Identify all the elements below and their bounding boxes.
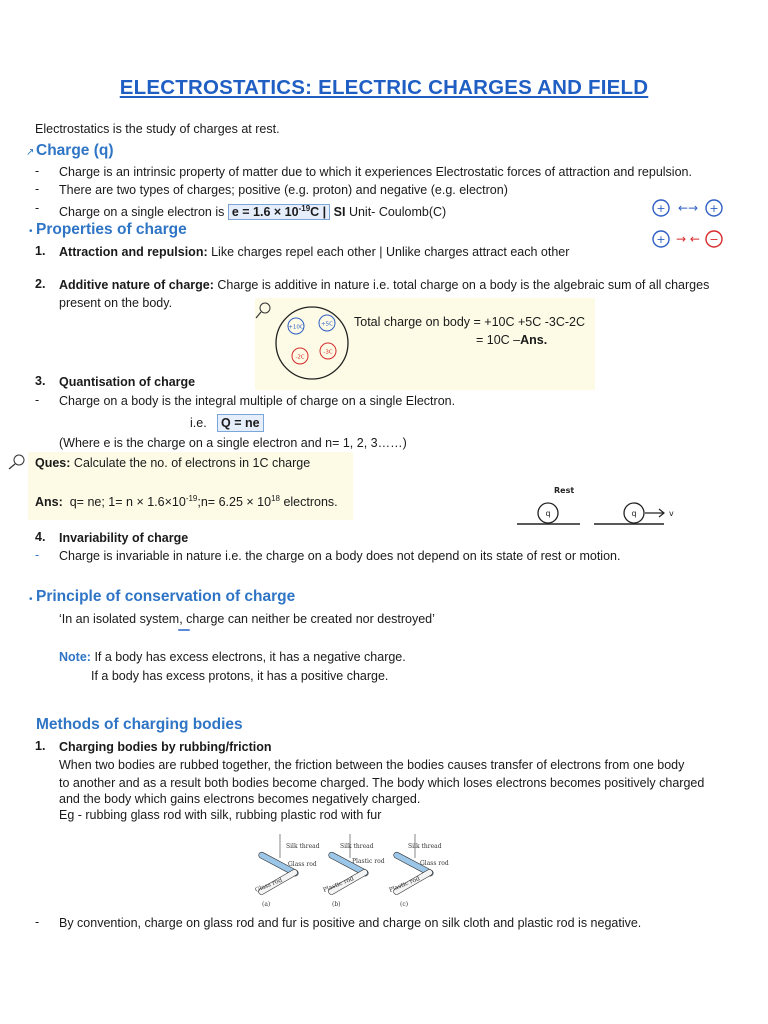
charge-interaction-icons [648,196,728,256]
question-text: Calculate the no. of electrons in 1C charge [73,456,311,470]
answer-part-a: q= ne; 1= n × 1.6×10 [69,495,186,510]
charge-bullet-1: Charge is an intrinsic property of matter due to which it experiences Electrostatic forces of attraction and repulsion. [59,165,692,179]
underline-mark [178,629,190,631]
ie-label: i.e. [190,416,207,430]
charged-body-diagram [252,298,372,388]
attraction-icon [653,231,722,247]
answer-exponent-1: -19 [185,494,198,503]
rest-charge-label: q [545,509,551,518]
item-number: 2. [35,277,46,291]
bullet-marker: • [29,226,33,237]
figure-c-caption: (c) [400,901,409,908]
note-label: Note: [59,650,91,664]
charge-bullet-3 [59,201,446,220]
method-1-line-1: When two bodies are rubbed together, the friction between the bodies causes transfer of electrons from one body [59,758,685,772]
formula-unit: C [310,205,320,220]
property-3-title: Quantisation of charge [59,375,196,389]
dash-bullet: - [35,164,40,178]
answer-label: Ans. [520,333,548,347]
figure-a-caption: (a) [262,901,271,908]
method-1-line-3: and the body which gains electrons becomes negatively charged. [59,792,421,806]
heading-properties: Properties of charge [36,221,187,238]
svg-text:→ ←: → ← [676,232,700,246]
figure-a-hand-rod-label: Glass rod [254,876,284,894]
property-1-text: Like charges repel each other | Unlike charges attract each other [211,245,570,259]
charge-label-minus3: -3C [323,349,333,356]
method-1-title: Charging bodies by rubbing/friction [59,740,272,754]
svg-text:+: + [656,202,666,215]
figure-panel-c [388,834,449,908]
dash-bullet: - [35,548,40,562]
property-1-title: Attraction and repulsion: [59,245,208,259]
formula-exponent: -19 [298,204,311,213]
intro-text: Electrostatics is the study of charges at rest. [35,122,280,136]
si-label: SI [333,205,346,220]
figure-c-hand-rod-label: Plastic rod [388,875,421,894]
figure-b-caption: (b) [332,901,341,908]
electron-charge-prefix: Charge on a single electron is [59,205,225,220]
item-number: 3. [35,374,46,388]
charge-bullet-2: There are two types of charges; positive (e.g. proton) and negative (e.g. electron) [59,183,508,197]
electron-charge-formula: $e = 1.6 \times 10^{-19}C$ | [228,204,330,220]
rubbing-rods-figure [248,830,463,910]
figure-b-rod-label: Plastic rod [352,858,385,865]
heading-charge: Charge (q) [36,142,114,159]
total-charge-line-1: Total charge on body = +10C +5C -3C-2C [354,315,586,329]
figure-b-hand-rod-label: Plastic rod [322,875,355,894]
total-charge-result: = 10C – [476,333,521,347]
method-1-line-4: Eg - rubbing glass rod with silk, rubbing plastic rod with fur [59,808,382,822]
answer-part-b: ;n= 6.25 × 10 [197,495,272,510]
bullet-marker: • [29,594,33,605]
charge-label-plus10: +10C [288,324,304,331]
question-label: Ques: [35,456,71,470]
note-line-1 [59,649,406,665]
answer-part-c: electrons. [279,495,338,510]
property-2-title: Additive nature of charge: [59,278,214,292]
figure-panel-a [254,834,320,908]
dash-bullet: - [35,182,40,196]
question-line [35,455,310,471]
answer-label: Ans: [35,495,63,510]
svg-text:←→: ←→ [677,201,699,215]
conservation-quote: ‘In an isolated system, charge can neither be created nor destroyed’ [59,612,435,626]
svg-text:−: − [709,233,719,246]
figure-a-thread-label: Silk thread [286,843,320,850]
dash-bullet: - [35,915,40,929]
si-unit-text: Unit- Coulomb(C) [348,205,447,220]
note-text-1: If a body has excess electrons, it has a negative charge. [94,650,406,664]
figure-panel-b [322,834,385,908]
rest-motion-sketch [514,482,694,528]
property-1 [59,244,569,260]
property-2-text-cont: present on the body. [59,296,173,310]
heading-methods: Methods of charging bodies [36,716,243,733]
method-1-line-2: to another and as a result both bodies become charged. The body which loses electrons becomes positively charged [59,776,705,790]
moving-charge-label: q [631,509,637,518]
heading-conservation: Principle of conservation of charge [36,588,296,605]
repulsion-icon [653,200,722,216]
property-4-bullet: Charge is invariable in nature i.e. the charge on a body does not depend on its state of rest or motion. [59,549,621,563]
bullet-marker: ↗ [26,147,35,158]
charge-label-plus5: +5C [321,321,333,328]
answer-exponent-2: 18 [271,494,280,503]
svg-text:+: + [709,202,719,215]
page-title: ELECTROSTATICS: ELECTRIC CHARGES AND FIELD [119,76,649,99]
quantisation-formula: Q = ne [217,414,264,432]
dash-bullet: - [35,201,40,215]
formula-text: e = 1.6 × 10 [231,205,299,220]
total-charge-line-2 [476,332,547,348]
dash-bullet: - [35,393,40,407]
item-number: 1. [35,739,46,753]
note-line-2: If a body has excess protons, it has a positive charge. [91,669,389,683]
svg-text:+: + [656,233,666,246]
property-2-text: Charge is additive in nature i.e. total charge on a body is the algebraic sum of all charges [217,278,710,292]
magnifier-icon [5,452,29,470]
charge-label-minus2: -2C [295,354,305,361]
figure-c-thread-label: Silk thread [408,843,442,850]
figure-c-rod-label: Glass rod [420,860,449,867]
property-4-title: Invariability of charge [59,531,189,545]
magnifier-icon [256,303,270,318]
figure-b-thread-label: Silk thread [340,843,374,850]
convention-text: By convention, charge on glass rod and fur is positive and charge on silk cloth and plastic rod is negative. [59,916,642,930]
quantisation-where: (Where e is the charge on a single electron and n= 1, 2, 3……) [59,436,407,450]
item-number: 1. [35,244,46,258]
property-2 [59,277,709,293]
velocity-label: v [669,509,674,518]
figure-a-rod-label: Glass rod [288,861,317,868]
item-number: 4. [35,530,46,544]
answer-line [35,491,338,510]
property-3-bullet: Charge on a body is the integral multiple of charge on a single Electron. [59,394,456,408]
rest-label: Rest [554,486,575,495]
